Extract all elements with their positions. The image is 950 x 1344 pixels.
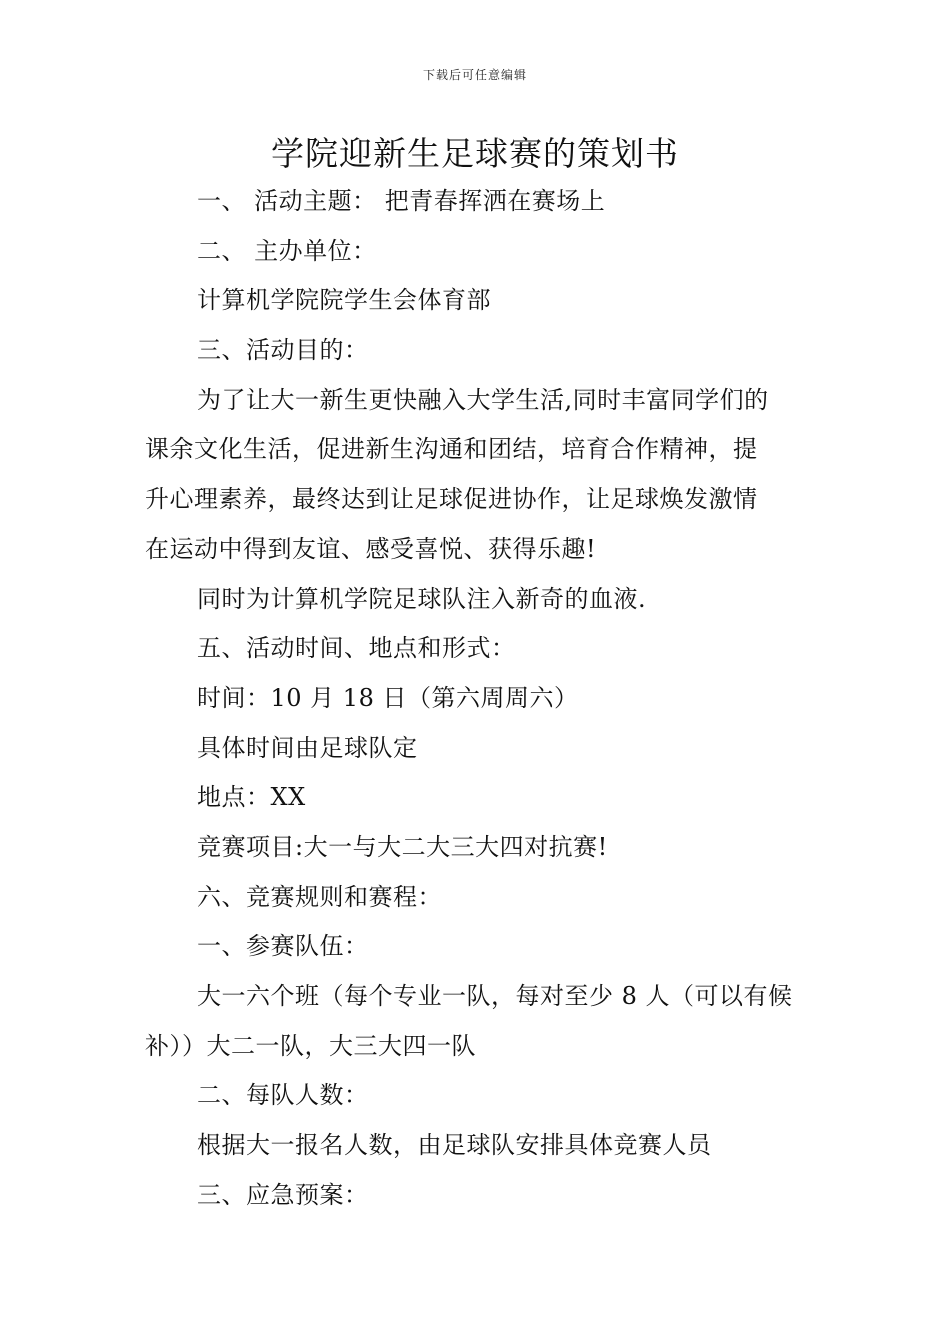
paragraph-line: 六、竞赛规则和赛程： bbox=[197, 882, 442, 911]
paragraph-line: 具体时间由足球队定 bbox=[197, 733, 418, 762]
paragraph-line: 一、 活动主题： 把青春挥洒在赛场上 bbox=[197, 187, 606, 215]
paragraph-line: 同时为计算机学院足球队注入新奇的血液. bbox=[197, 584, 647, 613]
document-body bbox=[145, 177, 810, 1220]
paragraph-line: 为了让大一新生更快融入大学生活,同时丰富同学们的 bbox=[197, 385, 769, 414]
paragraph-line: 一、参赛队伍： bbox=[197, 932, 369, 961]
paragraph-line: 二、每队人数： bbox=[197, 1081, 369, 1110]
paragraph-line: 五、活动时间、地点和形式： bbox=[197, 634, 516, 663]
header-note: 下载后可任意编辑 bbox=[422, 68, 527, 82]
paragraph-line: 三、活动目的： bbox=[197, 336, 369, 365]
paragraph-line: 竞赛项目:大一与大二大三大四对抗赛! bbox=[197, 832, 608, 861]
paragraph-line: 二、 主办单位： bbox=[197, 236, 377, 265]
document-title: 学院迎新生足球赛的策划书 bbox=[271, 134, 679, 173]
paragraph-line: 大一六个班（每个专业一队，每对至少 8 人（可以有候 bbox=[197, 982, 793, 1010]
paragraph-line: 地点：XX bbox=[197, 783, 306, 812]
paragraph-line: 升心理素养，最终达到让足球促进协作，让足球焕发激情 bbox=[145, 485, 758, 514]
paragraph-line: 三、应急预案： bbox=[197, 1180, 369, 1209]
paragraph-line: 补））大二一队，大三大四一队 bbox=[145, 1031, 476, 1060]
paragraph-line: 根据大一报名人数，由足球队安排具体竞赛人员 bbox=[197, 1131, 712, 1160]
paragraph-line: 计算机学院院学生会体育部 bbox=[197, 286, 491, 315]
paragraph-line: 课余文化生活，促进新生沟通和团结，培育合作精神，提 bbox=[145, 435, 758, 464]
paragraph-line: 在运动中得到友谊、感受喜悦、获得乐趣! bbox=[145, 534, 597, 563]
paragraph-line: 时间：10 月 18 日（第六周周六） bbox=[197, 683, 579, 712]
